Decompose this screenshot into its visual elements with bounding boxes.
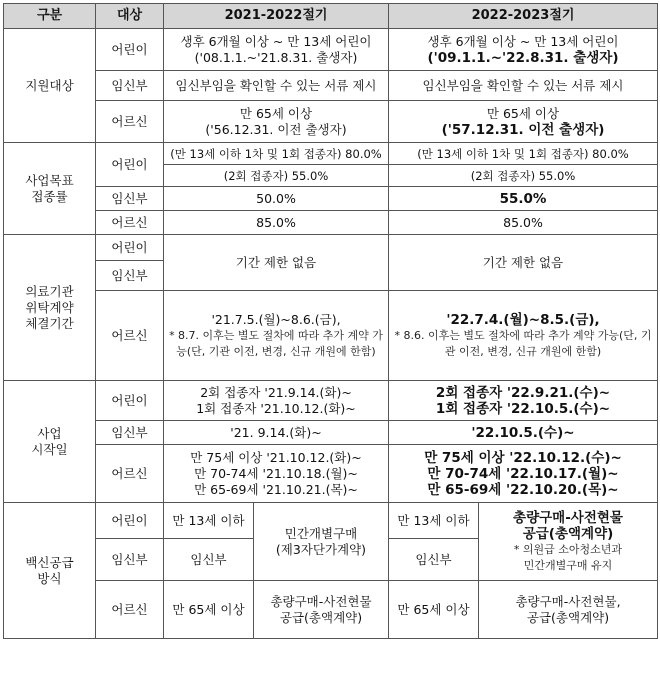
- cell-text: 공급(총액계약): [526, 609, 610, 625]
- rate-child-2021-second: (2회 접종자) 55.0%: [164, 165, 389, 187]
- footnote: * 의원급 소아청소년과: [513, 542, 623, 556]
- cell-text: 총량구매-사전현물,: [515, 593, 621, 609]
- footnote: 민간개별구매 유지: [523, 558, 613, 572]
- table-row: [4, 503, 658, 539]
- cell-text: '22.7.4.(월)~8.5.(금),: [446, 311, 600, 328]
- start-pregnant-2022: '22.10.5.(수)~: [389, 421, 658, 445]
- cell-text: ('08.1.1.~'21.8.31. 출생자): [194, 49, 358, 65]
- category-supply-method: [4, 503, 96, 639]
- supply-2021-private: [254, 503, 389, 581]
- rate-pregnant-2021: 50.0%: [164, 187, 389, 211]
- cell-text: 민간개별구매: [284, 525, 358, 541]
- cell-text: '21.7.5.(월)~8.6.(금),: [211, 311, 341, 327]
- start-child-2021: [164, 381, 389, 421]
- table-row: [4, 381, 658, 421]
- target-pregnant: 임신부: [96, 261, 164, 291]
- support-elderly-2022: [389, 101, 658, 143]
- target-child: 어린이: [96, 235, 164, 261]
- category-start-date: [4, 381, 96, 503]
- start-child-2022: [389, 381, 658, 421]
- rate-pregnant-2022: 55.0%: [389, 187, 658, 211]
- supply-child-2022-method: [479, 503, 658, 581]
- cell-text: 만 70-74세 '22.10.17.(월)~: [427, 465, 619, 482]
- contract-elderly-2021: [164, 291, 389, 381]
- rate-child-2021-first: (만 13세 이하 1차 및 1회 접종자) 80.0%: [164, 143, 389, 165]
- target-child: 어린이: [96, 503, 164, 539]
- cell-text: 2회 접종자 '21.9.14.(화)~: [200, 384, 352, 400]
- rate-child-2022-second: (2회 접종자) 55.0%: [389, 165, 658, 187]
- footnote: * 8.7. 이후는 별도 절차에 따라 추가 계약 가능(단, 기관 이전, 변경, 신규 개원에 한함): [169, 328, 383, 358]
- target-elderly: 어르신: [96, 291, 164, 381]
- cell-text: 사업: [37, 425, 62, 441]
- target-child: 어린이: [96, 29, 164, 71]
- cell-text: 만 65세 이상: [486, 105, 560, 121]
- cell-text: 총량구매-사전현물: [270, 593, 372, 609]
- cell-text: 만 65-69세 '22.10.20.(목)~: [427, 481, 619, 498]
- table-row: [4, 235, 658, 261]
- header-2022: 2022-2023절기: [389, 4, 658, 29]
- start-elderly-2021: [164, 445, 389, 503]
- supply-elderly-2021-method: [254, 581, 389, 639]
- contract-2021-no-limit: 기간 제한 없음: [164, 235, 389, 291]
- table-row: [4, 445, 658, 503]
- table-row: [4, 187, 658, 211]
- header-target: 대상: [96, 4, 164, 29]
- cell-text: 총량구매-사전현물: [513, 509, 623, 526]
- cell-text: 만 70-74세 '21.10.18.(월)~: [194, 465, 358, 481]
- supply-pregnant-2022-target: 임신부: [389, 539, 479, 581]
- cell-text: 의료기관: [25, 283, 74, 299]
- target-child: 어린이: [96, 381, 164, 421]
- target-pregnant: 임신부: [96, 71, 164, 101]
- table-row: [4, 581, 658, 639]
- cell-text: 공급(총액계약): [522, 525, 614, 542]
- cell-text: 위탁계약: [25, 299, 74, 315]
- cell-text: 백신공급: [25, 554, 74, 570]
- header-2021: 2021-2022절기: [164, 4, 389, 29]
- cell-text: 생후 6개월 이상 ~ 만 13세 어린이: [427, 33, 619, 49]
- support-pregnant-2022: 임신부임을 확인할 수 있는 서류 제시: [389, 71, 658, 101]
- rate-elderly-2022: 85.0%: [389, 211, 658, 235]
- start-elderly-2022: [389, 445, 658, 503]
- cell-text: 만 65-69세 '21.10.21.(목)~: [194, 481, 358, 497]
- target-elderly: 어르신: [96, 445, 164, 503]
- table-row: [4, 101, 658, 143]
- table-row: [4, 211, 658, 235]
- table-row: [4, 71, 658, 101]
- rate-child-2022-first: (만 13세 이하 1차 및 1회 접종자) 80.0%: [389, 143, 658, 165]
- header-category: 구분: [4, 4, 96, 29]
- contract-2022-no-limit: 기간 제한 없음: [389, 235, 658, 291]
- cell-text: ('56.12.31. 이전 출생자): [205, 121, 347, 137]
- cell-text: ('57.12.31. 이전 출생자): [441, 121, 605, 138]
- target-elderly: 어르신: [96, 101, 164, 143]
- comparison-table: [3, 3, 658, 639]
- header-row: [4, 4, 658, 29]
- table-row: [4, 29, 658, 71]
- target-child: 어린이: [96, 143, 164, 187]
- start-pregnant-2021: '21. 9.14.(화)~: [164, 421, 389, 445]
- supply-pregnant-2021-target: 임신부: [164, 539, 254, 581]
- cell-text: 1회 접종자 '21.10.12.(화)~: [196, 400, 356, 416]
- footnote: * 8.6. 이후는 별도 절차에 따라 추가 계약 가능(단, 기관 이전, 변경, 신규 개원에 한함): [394, 328, 652, 358]
- category-support-target: 지원대상: [4, 29, 96, 143]
- target-elderly: 어르신: [96, 581, 164, 639]
- supply-elderly-2021-target: 만 65세 이상: [164, 581, 254, 639]
- cell-text: 접종률: [31, 188, 68, 204]
- contract-elderly-2022: [389, 291, 658, 381]
- table-row: [4, 421, 658, 445]
- supply-child-2022-target: 만 13세 이하: [389, 503, 479, 539]
- target-pregnant: 임신부: [96, 421, 164, 445]
- category-contract-period: [4, 235, 96, 381]
- target-pregnant: 임신부: [96, 187, 164, 211]
- cell-text: 생후 6개월 이상 ~ 만 13세 어린이: [180, 33, 372, 49]
- cell-text: 공급(총액계약): [279, 609, 363, 625]
- cell-text: 1회 접종자 '22.10.5.(수)~: [435, 400, 611, 417]
- cell-text: 만 65세 이상: [239, 105, 313, 121]
- support-child-2022: [389, 29, 658, 71]
- cell-text: 체결기간: [25, 315, 74, 331]
- supply-elderly-2022-target: 만 65세 이상: [389, 581, 479, 639]
- cell-text: 만 75세 이상 '22.10.12.(수)~: [424, 449, 622, 466]
- cell-text: 방식: [37, 570, 62, 586]
- target-pregnant: 임신부: [96, 539, 164, 581]
- supply-elderly-2022-method: [479, 581, 658, 639]
- table-row: [4, 143, 658, 165]
- cell-text: 사업목표: [25, 172, 74, 188]
- cell-text: ('09.1.1.~'22.8.31. 출생자): [427, 49, 619, 66]
- support-elderly-2021: [164, 101, 389, 143]
- supply-child-2021-target: 만 13세 이하: [164, 503, 254, 539]
- support-child-2021: [164, 29, 389, 71]
- support-pregnant-2021: 임신부임을 확인할 수 있는 서류 제시: [164, 71, 389, 101]
- table-row: [4, 291, 658, 381]
- rate-elderly-2021: 85.0%: [164, 211, 389, 235]
- category-vaccination-rate: [4, 143, 96, 235]
- cell-text: 시작일: [31, 441, 68, 457]
- cell-text: 만 75세 이상 '21.10.12.(화)~: [190, 449, 362, 465]
- target-elderly: 어르신: [96, 211, 164, 235]
- cell-text: 2회 접종자 '22.9.21.(수)~: [435, 384, 611, 401]
- cell-text: (제3자단가계약): [275, 541, 367, 557]
